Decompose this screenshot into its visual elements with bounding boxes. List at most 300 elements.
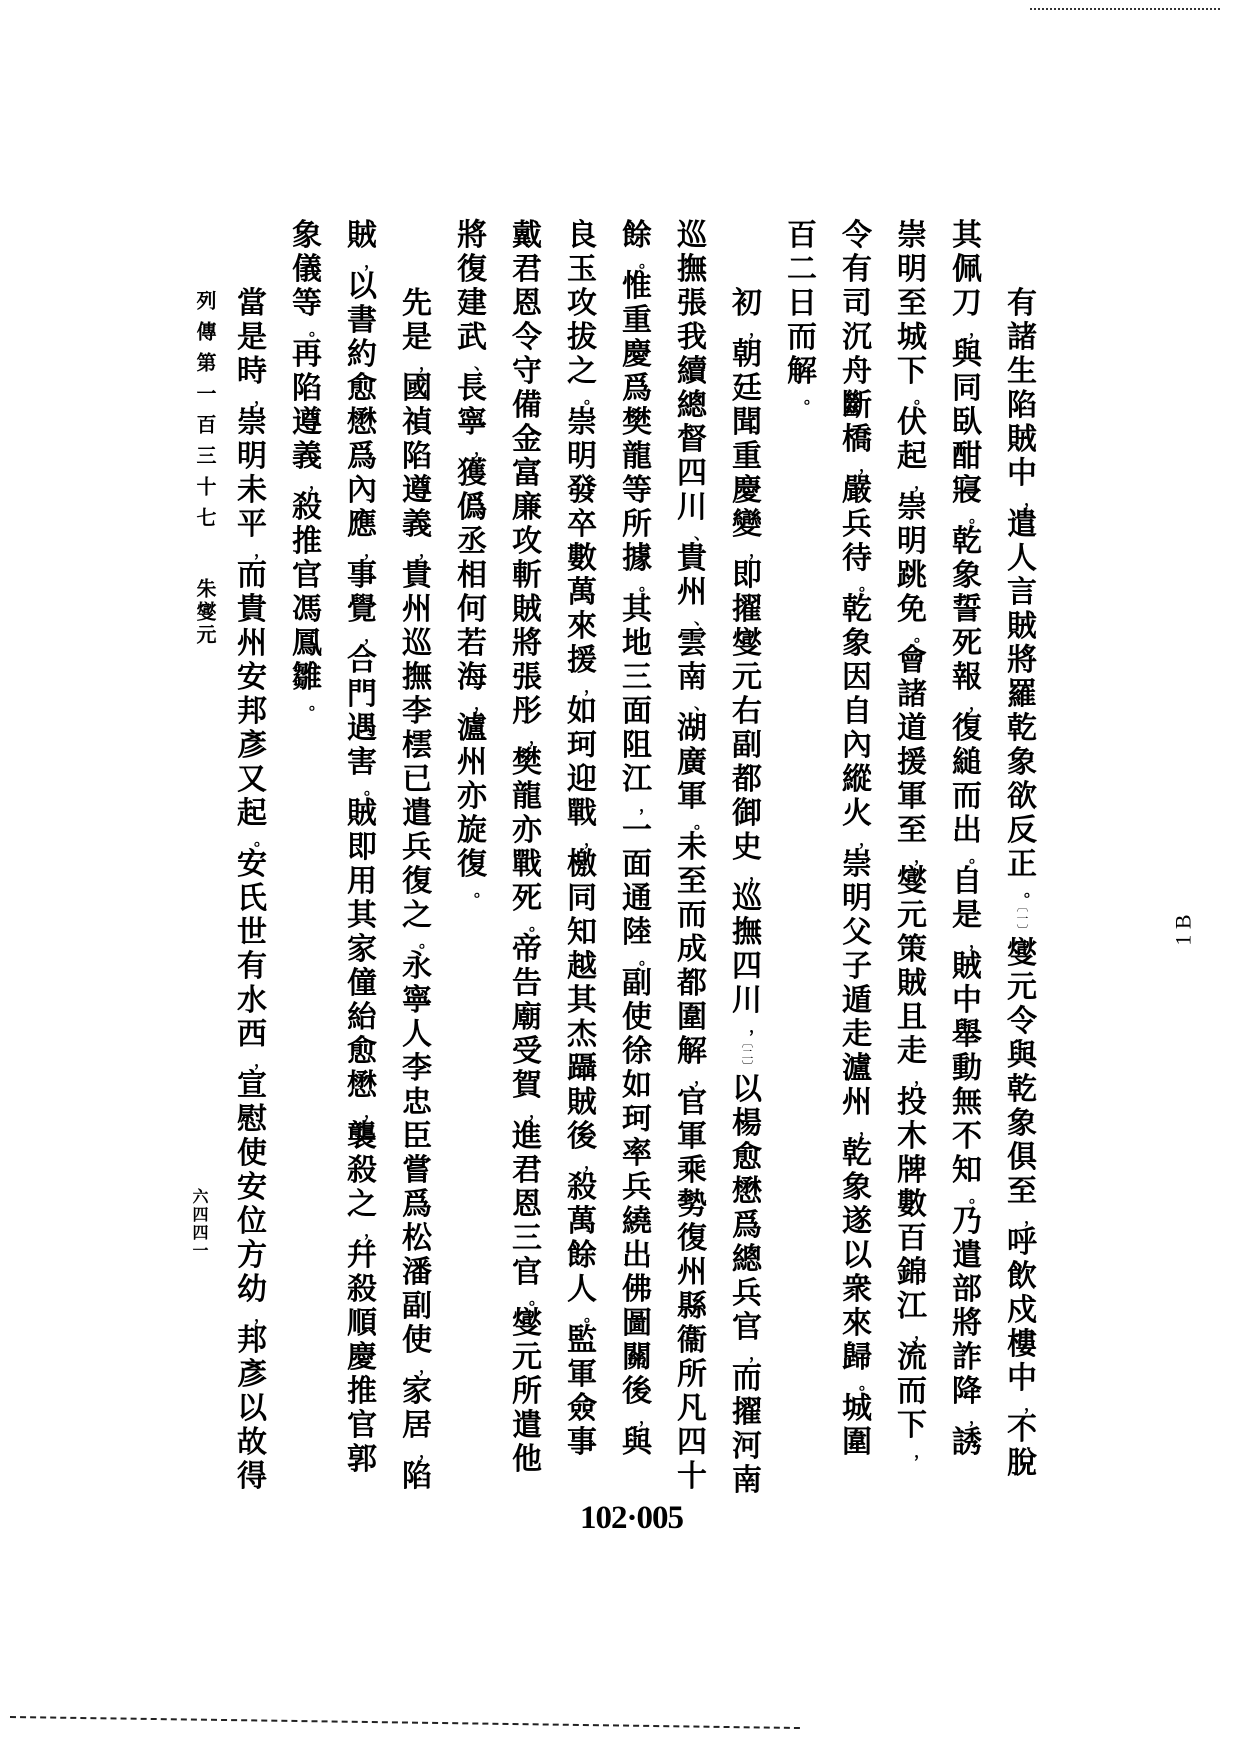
glyph: 臥 [952, 405, 982, 440]
glyph: 賊 [567, 1085, 597, 1120]
glyph: 十 [677, 1459, 707, 1494]
punctuation: ， [253, 541, 270, 560]
glyph: 至 [897, 813, 927, 848]
punctuation: ， [363, 1221, 380, 1240]
glyph: 官 [677, 1085, 707, 1120]
glyph: 拔 [567, 320, 597, 355]
glyph: 衞 [677, 1323, 707, 1358]
punctuation: 。 [638, 575, 655, 594]
punctuation: ， [1023, 490, 1040, 509]
glyph: 建 [457, 286, 487, 321]
glyph: 亦 [457, 779, 487, 814]
text-column-6 [729, 287, 765, 1498]
glyph: 海 [457, 660, 487, 695]
glyph: 圖 [622, 1306, 652, 1341]
glyph: 死 [512, 881, 542, 916]
glyph: 至 [1007, 1174, 1037, 1209]
glyph: 州 [237, 626, 267, 661]
glyph: 州 [677, 575, 707, 610]
punctuation: 。 [473, 881, 490, 900]
glyph: 擢 [732, 1395, 762, 1430]
glyph: 推 [347, 1374, 377, 1409]
glyph: 下 [897, 354, 927, 389]
punctuation: 。 [308, 320, 325, 339]
glyph: 越 [567, 949, 597, 984]
glyph: 動 [952, 1051, 982, 1086]
page-number: 六四四一 [190, 1188, 209, 1260]
glyph: 備 [512, 388, 542, 423]
punctuation: ， [748, 541, 765, 560]
punctuation: ， [583, 1153, 600, 1172]
glyph: 慶 [622, 337, 652, 372]
punctuation: ， [748, 1344, 765, 1363]
punctuation: 。 [858, 575, 875, 594]
punctuation: 。 [583, 1306, 600, 1325]
text-column-9 [564, 219, 600, 1460]
glyph: 將 [512, 626, 542, 661]
glyph: 四 [677, 456, 707, 491]
glyph: 惟 [622, 269, 652, 304]
glyph: 副 [402, 1289, 432, 1324]
punctuation: 、 [473, 354, 490, 373]
glyph: 國 [402, 371, 432, 406]
glyph: 橋 [842, 422, 872, 457]
glyph: 以 [732, 1072, 762, 1107]
glyph: 督 [677, 422, 707, 457]
glyph: 初 [732, 286, 762, 321]
glyph: 萬 [567, 1204, 597, 1239]
punctuation: ， [913, 473, 930, 492]
glyph: 他 [512, 1442, 542, 1477]
glyph: 守 [512, 354, 542, 389]
glyph: 明 [842, 881, 872, 916]
glyph: 生 [1007, 354, 1037, 389]
glyph: 待 [842, 541, 872, 576]
glyph: 不 [1007, 1412, 1037, 1447]
glyph: 明 [237, 439, 267, 474]
glyph: 即 [732, 558, 762, 593]
glyph: 火 [842, 796, 872, 831]
glyph: 內 [347, 473, 377, 508]
glyph: 知 [952, 1153, 982, 1188]
glyph: 僉 [567, 1391, 597, 1426]
glyph: 史 [732, 830, 762, 865]
glyph: 旋 [457, 813, 487, 848]
text-column-4 [839, 219, 875, 1460]
punctuation: 。 [363, 779, 380, 798]
glyph: 兵 [402, 830, 432, 865]
punctuation: ， [638, 796, 655, 815]
glyph: 水 [237, 983, 267, 1018]
glyph: 元 [512, 1340, 542, 1375]
glyph: 元 [897, 898, 927, 933]
glyph: 燮 [897, 864, 927, 899]
glyph: 脫 [1007, 1446, 1037, 1481]
glyph: 復 [457, 252, 487, 287]
glyph: 起 [897, 439, 927, 474]
glyph: 且 [897, 1000, 927, 1035]
punctuation: ， [583, 677, 600, 696]
punctuation: 、 [693, 524, 710, 543]
glyph: 有 [1007, 286, 1037, 321]
glyph: 圍 [677, 1000, 707, 1035]
glyph: 儀 [292, 252, 322, 287]
glyph: 瀘 [842, 1051, 872, 1086]
glyph: 愈 [347, 371, 377, 406]
glyph: 中 [952, 983, 982, 1018]
glyph: 出 [952, 813, 982, 848]
glyph: 同 [952, 371, 982, 406]
glyph: 四 [677, 1425, 707, 1460]
glyph: 使 [402, 1323, 432, 1358]
glyph: 崇 [897, 490, 927, 525]
glyph: 害 [347, 745, 377, 780]
punctuation: ， [418, 541, 435, 560]
glyph: 氏 [237, 881, 267, 916]
glyph: 僮 [347, 966, 377, 1001]
glyph: 臣 [402, 1119, 432, 1154]
glyph: 以 [842, 1238, 872, 1273]
glyph: 重 [622, 303, 652, 338]
glyph: 副 [622, 966, 652, 1001]
glyph: 中 [1007, 456, 1037, 491]
glyph: 不 [952, 1119, 982, 1154]
glyph: 戰 [567, 796, 597, 831]
glyph: 廉 [512, 490, 542, 525]
glyph: 有 [842, 252, 872, 287]
glyph: 子 [842, 949, 872, 984]
glyph: 死 [952, 626, 982, 661]
text-column-13 [344, 219, 380, 1477]
glyph: 爲 [732, 1208, 762, 1243]
text-column-8 [619, 219, 655, 1460]
punctuation: ， [418, 1442, 435, 1461]
glyph: 彥 [237, 728, 267, 763]
glyph: 復 [457, 847, 487, 882]
glyph: 刀 [952, 286, 982, 321]
glyph: 百 [897, 1221, 927, 1256]
glyph: 俱 [1007, 1140, 1037, 1175]
glyph: 象 [842, 1170, 872, 1205]
glyph: 官 [732, 1310, 762, 1345]
punctuation: 。 [253, 830, 270, 849]
footnote-marker: 〔二〕 [740, 1036, 754, 1072]
glyph: 帝 [512, 932, 542, 967]
glyph: 令 [842, 218, 872, 253]
glyph: 軍 [677, 1119, 707, 1154]
glyph: 人 [1007, 541, 1037, 576]
punctuation: ， [968, 1408, 985, 1427]
glyph: 都 [732, 762, 762, 797]
glyph: 攻 [567, 286, 597, 321]
glyph: 使 [622, 1000, 652, 1035]
glyph: 珂 [567, 728, 597, 763]
glyph: 其 [622, 592, 652, 627]
glyph: 解 [787, 354, 817, 389]
glyph: 崇 [567, 405, 597, 440]
glyph: 湖 [677, 711, 707, 746]
punctuation: ， [968, 694, 985, 713]
punctuation: ， [363, 1102, 380, 1121]
glyph: 續 [677, 354, 707, 389]
glyph: 舟 [842, 354, 872, 389]
glyph: 富 [512, 456, 542, 491]
glyph: 賀 [512, 1068, 542, 1103]
glyph: 同 [567, 881, 597, 916]
glyph: 家 [347, 932, 377, 967]
glyph: 無 [952, 1085, 982, 1120]
punctuation: ， [858, 830, 875, 849]
glyph: 餘 [622, 218, 652, 253]
running-head-person: 朱燮元 [193, 578, 217, 647]
glyph: 歸 [842, 1340, 872, 1375]
glyph: 率 [622, 1136, 652, 1171]
glyph: 伏 [897, 405, 927, 440]
glyph: 有 [237, 949, 267, 984]
text-column-3 [894, 219, 930, 1460]
glyph: 郭 [347, 1442, 377, 1477]
glyph: 所 [677, 1357, 707, 1392]
glyph: 賊 [897, 966, 927, 1001]
glyph: 遣 [402, 796, 432, 831]
glyph: 州 [677, 1255, 707, 1290]
glyph: 阻 [622, 728, 652, 763]
glyph: 詐 [952, 1340, 982, 1375]
glyph: 義 [402, 507, 432, 542]
glyph: 殺 [292, 490, 322, 525]
glyph: 雲 [677, 626, 707, 661]
glyph: 告 [512, 966, 542, 1001]
glyph: 君 [512, 252, 542, 287]
glyph: 至 [897, 286, 927, 321]
glyph: 象 [952, 558, 982, 593]
punctuation: 。 [583, 388, 600, 407]
glyph: 義 [292, 439, 322, 474]
glyph: 而 [897, 1374, 927, 1409]
glyph: 據 [622, 541, 652, 576]
glyph: 門 [347, 677, 377, 712]
text-column-2 [949, 219, 985, 1460]
glyph: 寧 [457, 405, 487, 440]
glyph: 邦 [237, 694, 267, 729]
glyph: 數 [897, 1187, 927, 1222]
glyph: 誘 [952, 1425, 982, 1460]
glyph: 未 [677, 830, 707, 865]
glyph: 金 [512, 422, 542, 457]
glyph: 遣 [952, 1238, 982, 1273]
punctuation: 。 [638, 252, 655, 271]
glyph: 餘 [567, 1238, 597, 1273]
glyph: 約 [347, 337, 377, 372]
glyph: 家 [402, 1374, 432, 1409]
glyph: 廣 [677, 745, 707, 780]
glyph: 令 [512, 320, 542, 355]
punctuation: ， [913, 1442, 930, 1461]
glyph: 陸 [622, 915, 652, 950]
glyph: 軍 [897, 779, 927, 814]
glyph: 卒 [567, 507, 597, 542]
glyph: 誓 [952, 592, 982, 627]
glyph: 萬 [567, 575, 597, 610]
glyph: 幼 [237, 1272, 267, 1307]
glyph: 出 [622, 1238, 652, 1273]
glyph: 亦 [512, 813, 542, 848]
glyph: 龍 [622, 439, 652, 474]
glyph: 樊 [512, 745, 542, 780]
glyph: 跳 [897, 558, 927, 593]
glyph: 而 [732, 1361, 762, 1396]
glyph: 舉 [952, 1017, 982, 1052]
glyph: 廷 [732, 371, 762, 406]
punctuation: 。 [913, 388, 930, 407]
glyph: 擢 [732, 592, 762, 627]
glyph: 象 [292, 218, 322, 253]
glyph: 寢 [952, 473, 982, 508]
glyph: 地 [622, 626, 652, 661]
glyph: 圍 [842, 1425, 872, 1460]
glyph: 軍 [567, 1357, 597, 1392]
glyph: 愈 [732, 1140, 762, 1175]
glyph: 是 [402, 320, 432, 355]
glyph: 報 [952, 660, 982, 695]
glyph: 李 [402, 1051, 432, 1086]
glyph: 遂 [842, 1204, 872, 1239]
glyph: 令 [1007, 1004, 1037, 1039]
glyph: 邦 [237, 1323, 267, 1358]
glyph: 我 [677, 320, 707, 355]
glyph: 賊 [512, 592, 542, 627]
glyph: 之 [567, 354, 597, 389]
glyph: 若 [457, 626, 487, 661]
text-column-1 [1004, 287, 1040, 1481]
glyph: 又 [237, 762, 267, 797]
glyph: 免 [897, 592, 927, 627]
glyph: 將 [457, 218, 487, 253]
punctuation: 。 [528, 1289, 545, 1308]
glyph: 賊 [952, 949, 982, 984]
glyph: 之 [402, 898, 432, 933]
glyph: 南 [732, 1463, 762, 1498]
glyph: 武 [457, 320, 487, 355]
glyph: 檄 [567, 847, 597, 882]
glyph: 明 [897, 252, 927, 287]
glyph: 攻 [512, 524, 542, 559]
glyph: 恩 [512, 286, 542, 321]
glyph: 良 [567, 218, 597, 253]
glyph: 嚴 [842, 473, 872, 508]
glyph: 如 [567, 694, 597, 729]
glyph: 相 [457, 558, 487, 593]
glyph: 復 [402, 864, 432, 899]
glyph: 受 [512, 1034, 542, 1069]
glyph: 自 [842, 694, 872, 729]
glyph: 西 [237, 1017, 267, 1052]
glyph: 佩 [952, 252, 982, 287]
glyph: 投 [897, 1085, 927, 1120]
punctuation: ， [748, 864, 765, 883]
punctuation: ， [858, 456, 875, 475]
glyph: 遵 [292, 405, 322, 440]
glyph: 戍 [1007, 1293, 1037, 1328]
glyph: 楊 [732, 1106, 762, 1141]
glyph: 河 [732, 1429, 762, 1464]
punctuation: 。 [638, 949, 655, 968]
punctuation: 。 [968, 507, 985, 526]
glyph: 珂 [622, 1102, 652, 1137]
glyph: 縱 [842, 762, 872, 797]
glyph: 乾 [842, 592, 872, 627]
glyph: 來 [567, 609, 597, 644]
glyph: 杰 [567, 1017, 597, 1052]
glyph: 崇 [237, 405, 267, 440]
glyph: 躡 [567, 1051, 597, 1086]
glyph: 殺 [567, 1170, 597, 1205]
glyph: 所 [512, 1374, 542, 1409]
glyph: 起 [237, 796, 267, 831]
glyph: 官 [512, 1255, 542, 1290]
punctuation: ， [418, 354, 435, 373]
glyph: 復 [677, 1221, 707, 1256]
glyph: 流 [897, 1340, 927, 1375]
glyph: 如 [622, 1068, 652, 1103]
punctuation: 。 [968, 1187, 985, 1206]
glyph: 反 [1007, 813, 1037, 848]
glyph: 斬 [512, 558, 542, 593]
glyph: 位 [237, 1204, 267, 1239]
glyph: 與 [622, 1425, 652, 1460]
glyph: 爲 [402, 1187, 432, 1222]
glyph: 鳳 [292, 626, 322, 661]
punctuation: 。 [968, 847, 985, 866]
glyph: 總 [732, 1242, 762, 1277]
glyph: 愈 [347, 1034, 377, 1069]
glyph: 數 [567, 541, 597, 576]
glyph: 言 [1007, 575, 1037, 610]
glyph: 江 [897, 1289, 927, 1324]
glyph: 走 [842, 1017, 872, 1052]
punctuation: ， [968, 932, 985, 951]
glyph: 發 [567, 473, 597, 508]
glyph: 司 [842, 286, 872, 321]
glyph: 錦 [897, 1255, 927, 1290]
glyph: 兵 [732, 1276, 762, 1311]
glyph: 龍 [512, 779, 542, 814]
glyph: 江 [622, 762, 652, 797]
text-column-10 [509, 219, 545, 1477]
glyph: 即 [347, 830, 377, 865]
glyph: 沉 [842, 320, 872, 355]
glyph: 僞 [457, 490, 487, 525]
glyph: 所 [622, 507, 652, 542]
glyph: 再 [292, 337, 322, 372]
glyph: 推 [292, 524, 322, 559]
punctuation: ， [748, 320, 765, 339]
glyph: 懋 [347, 405, 377, 440]
glyph: 牌 [897, 1153, 927, 1188]
glyph: 乾 [842, 1136, 872, 1171]
glyph: 巡 [677, 218, 707, 253]
glyph: 總 [677, 388, 707, 423]
glyph: 樓 [1007, 1327, 1037, 1362]
glyph: 走 [897, 1034, 927, 1069]
glyph: 將 [952, 1306, 982, 1341]
glyph: 城 [842, 1391, 872, 1426]
glyph: 貴 [677, 541, 707, 576]
glyph: 橒 [402, 728, 432, 763]
glyph: 三 [512, 1221, 542, 1256]
glyph: 而 [237, 558, 267, 593]
glyph: 遵 [402, 473, 432, 508]
